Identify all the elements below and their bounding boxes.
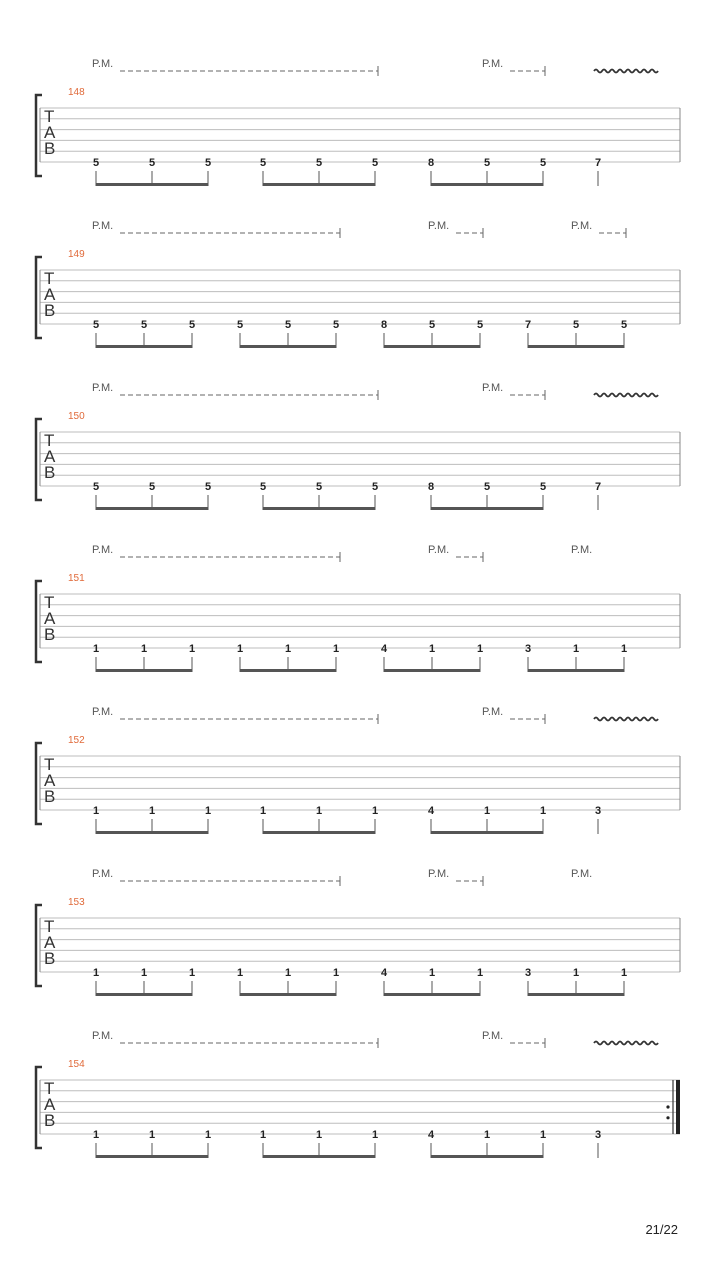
fret-number: 1 xyxy=(140,643,148,655)
fret-number: 5 xyxy=(92,319,100,331)
beam xyxy=(263,1155,375,1158)
tab-clef-letter: B xyxy=(44,787,56,806)
palm-mute-label: P.M. xyxy=(482,382,504,394)
fret-number: 5 xyxy=(476,319,484,331)
system-bracket xyxy=(36,743,42,824)
measure-number: 148 xyxy=(68,87,85,98)
fret-number: 1 xyxy=(92,967,100,979)
fret-number: 3 xyxy=(524,967,532,979)
system-bracket xyxy=(36,95,42,176)
fret-number: 3 xyxy=(594,805,602,817)
tab-clef-letter: T xyxy=(44,431,55,450)
system-bracket xyxy=(36,1067,42,1148)
palm-mute-label: P.M. xyxy=(92,1030,114,1042)
fret-number: 1 xyxy=(92,643,100,655)
measure-number: 150 xyxy=(68,411,85,422)
tab-clef-letter: T xyxy=(44,107,55,126)
fret-number: 1 xyxy=(332,643,340,655)
tab-clef-letter: T xyxy=(44,755,55,774)
fret-number: 4 xyxy=(380,643,388,655)
repeat-dot xyxy=(666,1105,669,1108)
tab-clef-letter: B xyxy=(44,949,56,968)
fret-number: 5 xyxy=(315,481,323,493)
tab-clef-letter: B xyxy=(44,301,56,320)
fret-number: 4 xyxy=(427,805,435,817)
fret-number: 1 xyxy=(140,967,148,979)
fret-number: 8 xyxy=(380,319,388,331)
fret-number: 1 xyxy=(148,805,156,817)
vibrato-marking xyxy=(594,70,658,73)
beam xyxy=(240,345,336,348)
fret-number: 5 xyxy=(204,157,212,169)
beam xyxy=(431,831,543,834)
fret-number: 5 xyxy=(236,319,244,331)
fret-number: 5 xyxy=(332,319,340,331)
tab-clef-letter: T xyxy=(44,917,55,936)
palm-mute-label: P.M. xyxy=(482,706,504,718)
beam xyxy=(384,993,480,996)
beam xyxy=(384,345,480,348)
palm-mute-label: P.M. xyxy=(428,544,450,556)
tab-clef-letter: A xyxy=(44,933,56,952)
tab-clef-letter: A xyxy=(44,771,56,790)
beam xyxy=(431,1155,543,1158)
fret-number: 5 xyxy=(92,481,100,493)
fret-number: 5 xyxy=(483,481,491,493)
fret-number: 5 xyxy=(204,481,212,493)
beam xyxy=(240,993,336,996)
fret-number: 1 xyxy=(483,805,491,817)
palm-mute-label: P.M. xyxy=(571,544,593,556)
fret-number: 7 xyxy=(594,481,602,493)
palm-mute-label: P.M. xyxy=(92,868,114,880)
fret-number: 5 xyxy=(483,157,491,169)
fret-number: 4 xyxy=(427,1129,435,1141)
beam xyxy=(96,669,192,672)
fret-number: 4 xyxy=(380,967,388,979)
fret-number: 1 xyxy=(483,1129,491,1141)
system-bracket xyxy=(36,419,42,500)
fret-number: 1 xyxy=(188,643,196,655)
measure-number: 152 xyxy=(68,735,85,746)
fret-number: 1 xyxy=(315,1129,323,1141)
fret-number: 1 xyxy=(620,967,628,979)
fret-number: 1 xyxy=(92,805,100,817)
fret-number: 8 xyxy=(427,157,435,169)
fret-number: 5 xyxy=(620,319,628,331)
beam xyxy=(528,345,624,348)
fret-number: 1 xyxy=(315,805,323,817)
palm-mute-label: P.M. xyxy=(571,868,593,880)
beam xyxy=(96,993,192,996)
tab-clef-letter: A xyxy=(44,609,56,628)
beam xyxy=(431,507,543,510)
page-number: 21/22 xyxy=(645,1222,678,1237)
measure-number: 154 xyxy=(68,1059,85,1070)
fret-number: 5 xyxy=(539,157,547,169)
fret-number: 1 xyxy=(188,967,196,979)
fret-number: 1 xyxy=(92,1129,100,1141)
beam xyxy=(263,831,375,834)
fret-number: 5 xyxy=(92,157,100,169)
fret-number: 1 xyxy=(259,1129,267,1141)
palm-mute-label: P.M. xyxy=(571,220,593,232)
beam xyxy=(263,507,375,510)
palm-mute-label: P.M. xyxy=(92,382,114,394)
tab-clef-letter: B xyxy=(44,1111,56,1130)
fret-number: 5 xyxy=(188,319,196,331)
measure-number: 149 xyxy=(68,249,85,260)
tab-clef-letter: A xyxy=(44,123,56,142)
fret-number: 1 xyxy=(148,1129,156,1141)
fret-number: 3 xyxy=(524,643,532,655)
measure-number: 153 xyxy=(68,897,85,908)
vibrato-marking xyxy=(594,718,658,721)
system-bracket xyxy=(36,581,42,662)
vibrato-marking xyxy=(594,1042,658,1045)
vibrato-marking xyxy=(594,394,658,397)
fret-number: 5 xyxy=(259,481,267,493)
system-bracket xyxy=(36,257,42,338)
tab-clef-letter: B xyxy=(44,139,56,158)
beam xyxy=(96,831,208,834)
fret-number: 1 xyxy=(572,643,580,655)
fret-number: 5 xyxy=(428,319,436,331)
fret-number: 1 xyxy=(476,643,484,655)
fret-number: 5 xyxy=(371,481,379,493)
beam xyxy=(528,669,624,672)
end-barline-thick xyxy=(676,1080,680,1134)
beam xyxy=(96,345,192,348)
tab-clef-letter: T xyxy=(44,269,55,288)
fret-number: 1 xyxy=(284,967,292,979)
palm-mute-label: P.M. xyxy=(482,1030,504,1042)
palm-mute-label: P.M. xyxy=(92,220,114,232)
tab-clef-letter: T xyxy=(44,1079,55,1098)
fret-number: 5 xyxy=(148,157,156,169)
fret-number: 1 xyxy=(236,967,244,979)
tab-clef-letter: A xyxy=(44,285,56,304)
fret-number: 1 xyxy=(539,1129,547,1141)
fret-number: 1 xyxy=(371,805,379,817)
tab-clef-letter: B xyxy=(44,463,56,482)
fret-number: 1 xyxy=(539,805,547,817)
fret-number: 1 xyxy=(284,643,292,655)
beam xyxy=(96,183,208,186)
fret-number: 1 xyxy=(332,967,340,979)
palm-mute-label: P.M. xyxy=(92,706,114,718)
fret-number: 5 xyxy=(371,157,379,169)
fret-number: 5 xyxy=(148,481,156,493)
fret-number: 7 xyxy=(524,319,532,331)
fret-number: 1 xyxy=(204,1129,212,1141)
fret-number: 1 xyxy=(428,967,436,979)
fret-number: 1 xyxy=(428,643,436,655)
fret-number: 5 xyxy=(539,481,547,493)
fret-number: 1 xyxy=(236,643,244,655)
palm-mute-label: P.M. xyxy=(92,544,114,556)
fret-number: 1 xyxy=(476,967,484,979)
fret-number: 1 xyxy=(620,643,628,655)
fret-number: 5 xyxy=(284,319,292,331)
fret-number: 5 xyxy=(259,157,267,169)
palm-mute-label: P.M. xyxy=(428,868,450,880)
beam xyxy=(240,669,336,672)
system-bracket xyxy=(36,905,42,986)
fret-number: 1 xyxy=(572,967,580,979)
tab-clef-letter: A xyxy=(44,1095,56,1114)
fret-number: 1 xyxy=(204,805,212,817)
palm-mute-label: P.M. xyxy=(482,58,504,70)
beam xyxy=(96,507,208,510)
fret-number: 5 xyxy=(572,319,580,331)
repeat-dot xyxy=(666,1116,669,1119)
measure-number: 151 xyxy=(68,573,85,584)
fret-number: 8 xyxy=(427,481,435,493)
fret-number: 5 xyxy=(140,319,148,331)
tab-clef-letter: T xyxy=(44,593,55,612)
beam xyxy=(528,993,624,996)
beam xyxy=(431,183,543,186)
fret-number: 5 xyxy=(315,157,323,169)
fret-number: 1 xyxy=(371,1129,379,1141)
beam xyxy=(384,669,480,672)
fret-number: 7 xyxy=(594,157,602,169)
tab-clef-letter: A xyxy=(44,447,56,466)
palm-mute-label: P.M. xyxy=(428,220,450,232)
fret-number: 1 xyxy=(259,805,267,817)
tab-clef-letter: B xyxy=(44,625,56,644)
beam xyxy=(96,1155,208,1158)
beam xyxy=(263,183,375,186)
fret-number: 3 xyxy=(594,1129,602,1141)
palm-mute-label: P.M. xyxy=(92,58,114,70)
